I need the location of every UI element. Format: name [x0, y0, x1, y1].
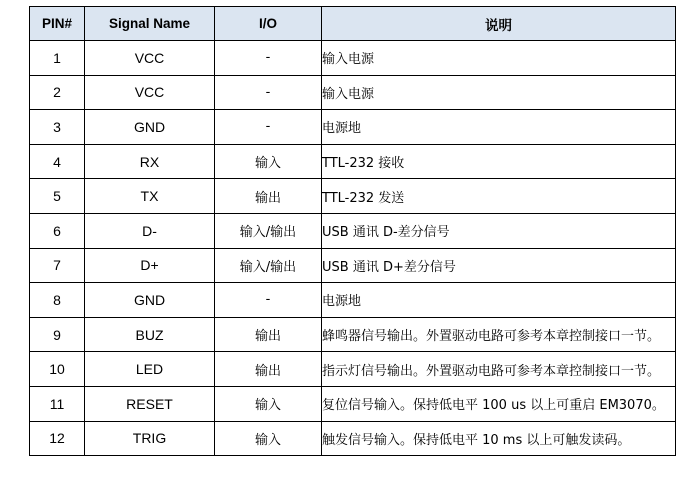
pin-number: 1	[30, 41, 85, 76]
header-io: I/O	[215, 7, 322, 41]
table-row	[30, 352, 676, 387]
header-description: 说明	[322, 7, 676, 41]
table-row	[30, 75, 676, 110]
pin-number: 9	[30, 317, 85, 352]
header-signal-name: Signal Name	[85, 7, 215, 41]
signal-name: TX	[85, 179, 215, 214]
signal-name: D+	[85, 248, 215, 283]
table-row	[30, 317, 676, 352]
description: 触发信号输入。保持低电平 10 ms 以上可触发读码。	[322, 421, 676, 456]
signal-name: GND	[85, 110, 215, 145]
pin-number: 12	[30, 421, 85, 456]
signal-name: BUZ	[85, 317, 215, 352]
io-direction: 输出	[215, 179, 322, 214]
pin-number: 7	[30, 248, 85, 283]
description: 电源地	[322, 110, 676, 145]
description: 电源地	[322, 283, 676, 318]
io-direction: 输入	[215, 386, 322, 421]
pin-definition-table	[29, 6, 676, 456]
io-direction: -	[215, 283, 322, 318]
io-direction: -	[215, 110, 322, 145]
pin-number: 5	[30, 179, 85, 214]
table-row	[30, 179, 676, 214]
table-row	[30, 213, 676, 248]
signal-name: VCC	[85, 41, 215, 76]
signal-name: RX	[85, 144, 215, 179]
header-row	[30, 7, 676, 41]
signal-name: D-	[85, 213, 215, 248]
description: USB 通讯 D+差分信号	[322, 248, 676, 283]
description: 蜂鸣器信号输出。外置驱动电路可参考本章控制接口一节。	[322, 317, 676, 352]
io-direction: 输出	[215, 352, 322, 387]
table-row	[30, 386, 676, 421]
pin-number: 6	[30, 213, 85, 248]
io-direction: 输入/输出	[215, 213, 322, 248]
description: USB 通讯 D-差分信号	[322, 213, 676, 248]
description: 复位信号输入。保持低电平 100 us 以上可重启 EM3070。	[322, 386, 676, 421]
table-row	[30, 41, 676, 76]
io-direction: 输出	[215, 317, 322, 352]
description: 输入电源	[322, 41, 676, 76]
io-direction: -	[215, 41, 322, 76]
table-header	[30, 7, 676, 41]
io-direction: 输入/输出	[215, 248, 322, 283]
pin-number: 3	[30, 110, 85, 145]
io-direction: 输入	[215, 144, 322, 179]
description: 指示灯信号输出。外置驱动电路可参考本章控制接口一节。	[322, 352, 676, 387]
io-direction: -	[215, 75, 322, 110]
table-row	[30, 421, 676, 456]
table-row	[30, 248, 676, 283]
table-row	[30, 283, 676, 318]
pin-number: 8	[30, 283, 85, 318]
description: TTL-232 发送	[322, 179, 676, 214]
io-direction: 输入	[215, 421, 322, 456]
pin-number: 4	[30, 144, 85, 179]
pin-number: 10	[30, 352, 85, 387]
signal-name: GND	[85, 283, 215, 318]
pin-number: 2	[30, 75, 85, 110]
pin-number: 11	[30, 386, 85, 421]
description: 输入电源	[322, 75, 676, 110]
signal-name: VCC	[85, 75, 215, 110]
table-body	[30, 41, 676, 456]
table-row	[30, 144, 676, 179]
header-pin: PIN#	[30, 7, 85, 41]
table-row	[30, 110, 676, 145]
signal-name: TRIG	[85, 421, 215, 456]
description: TTL-232 接收	[322, 144, 676, 179]
signal-name: RESET	[85, 386, 215, 421]
signal-name: LED	[85, 352, 215, 387]
